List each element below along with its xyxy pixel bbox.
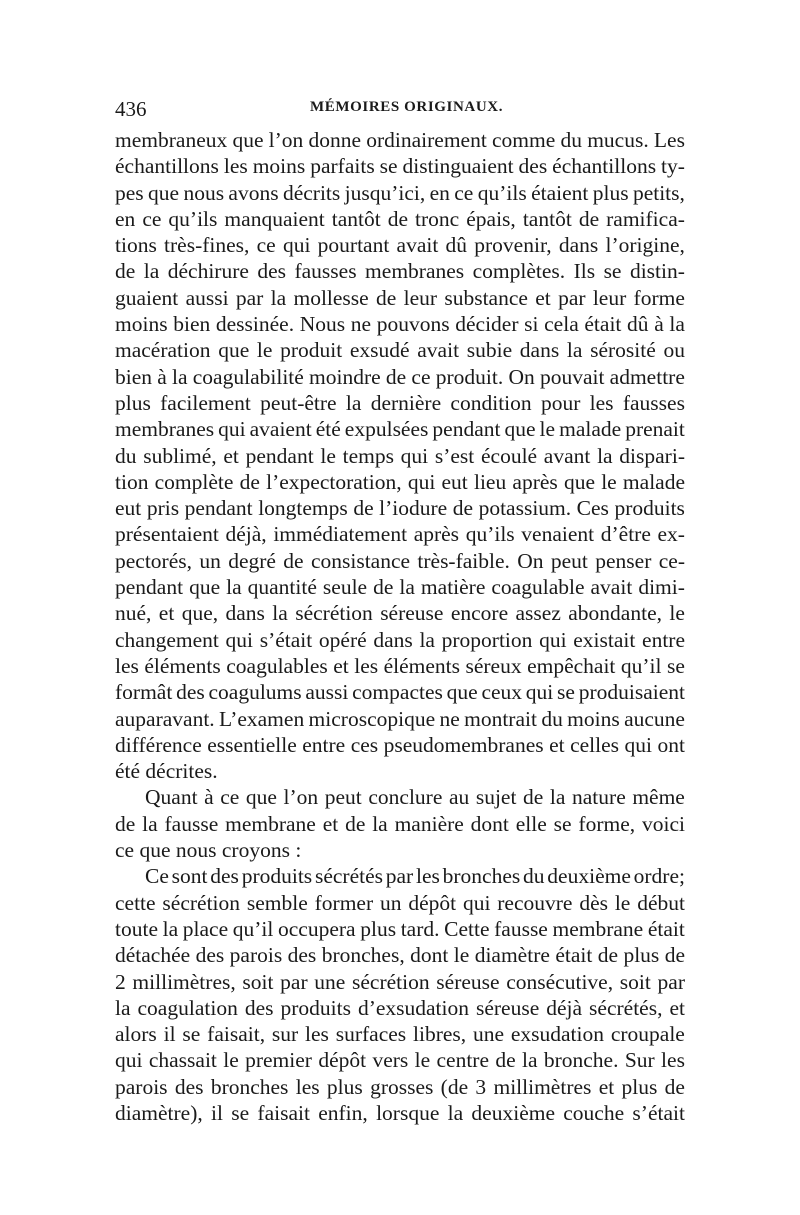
text-line: en ce qu’ils manquaient tantôt de tronc épais, tantôt de ramifica- bbox=[115, 206, 685, 231]
running-title: MÉMOIRES ORIGINAUX. bbox=[310, 99, 504, 115]
text-line: alors il se faisait, sur les surfaces libres, une exsudation croupale bbox=[115, 1022, 685, 1047]
text-line: qui chassait le premier dépôt vers le centre de la bronche. Sur les bbox=[115, 1048, 685, 1073]
text-line: Quant à ce que l’on peut conclure au sujet de la nature même bbox=[145, 785, 685, 810]
text-line: pes que nous avons décrits jusqu’ici, en ce qu’ils étaient plus petits, bbox=[115, 180, 685, 205]
text-line: Ce sont des produits sécrétés par les bronches du deuxième ordre; bbox=[145, 864, 685, 889]
page-header bbox=[115, 95, 685, 127]
paragraph bbox=[115, 784, 685, 863]
text-line: moins bien dessinée. Nous ne pouvons décider si cela était dû à la bbox=[115, 312, 685, 337]
text-line: cette sécrétion semble former un dépôt qui recouvre dès le début bbox=[115, 890, 685, 915]
text-line: auparavant. L’examen microscopique ne montrait du moins aucune bbox=[115, 706, 685, 731]
text-line: tion complète de l’expectoration, qui eut lieu après que le malade bbox=[115, 469, 685, 494]
text-line: pectorés, un degré de consistance très-faible. On peut penser ce- bbox=[115, 548, 685, 573]
page-number: 436 bbox=[115, 97, 147, 121]
text-line: guaient aussi par la mollesse de leur substance et par leur forme bbox=[115, 285, 685, 310]
paragraph bbox=[115, 863, 685, 1126]
text-line: du sublimé, et pendant le temps qui s’est écoulé avant la dispari- bbox=[115, 443, 685, 468]
text-line: macération que le produit exsudé avait subie dans la sérosité ou bbox=[115, 338, 685, 363]
text-line: pendant que la quantité seule de la matière coagulable avait dimi- bbox=[115, 575, 685, 600]
text-line: toute la place qu’il occupera plus tard. Cette fausse membrane était bbox=[115, 916, 685, 941]
text-line: été décrites. bbox=[115, 759, 218, 784]
text-line: détachée des parois des bronches, dont le diamètre était de plus de bbox=[115, 943, 685, 968]
text-line: échantillons les moins parfaits se distinguaient des échantillons ty- bbox=[115, 154, 685, 179]
text-line: présentaient déjà, immédiatement après qu’ils venaient d’être ex- bbox=[115, 522, 685, 547]
text-line: membranes qui avaient été expulsées pendant que le malade prenait bbox=[115, 417, 685, 442]
text-line: la coagulation des produits d’exsudation séreuse déjà sécrétés, et bbox=[115, 995, 685, 1020]
text-line: diamètre), il se faisait enfin, lorsque la deuxième couche s’était bbox=[115, 1100, 685, 1125]
text-line: nué, et que, dans la sécrétion séreuse encore assez abondante, le bbox=[115, 601, 685, 626]
text-line: de la déchirure des fausses membranes complètes. Ils se distin- bbox=[115, 259, 685, 284]
text-line: eut pris pendant longtemps de l’iodure de potassium. Ces produits bbox=[115, 496, 685, 521]
text-line: différence essentielle entre ces pseudomembranes et celles qui ont bbox=[115, 732, 685, 757]
body-text bbox=[115, 127, 685, 1126]
text-line: de la fausse membrane et de la manière dont elle se forme, voici bbox=[115, 811, 685, 836]
book-page bbox=[115, 95, 685, 1126]
paragraph bbox=[115, 127, 685, 784]
text-line: ce que nous croyons : bbox=[115, 838, 302, 863]
text-line: les éléments coagulables et les éléments séreux empêchait qu’il se bbox=[115, 653, 685, 678]
text-line: changement qui s’était opéré dans la proportion qui existait entre bbox=[115, 627, 685, 652]
text-line: plus facilement peut-être la dernière condition pour les fausses bbox=[115, 390, 685, 415]
text-line: bien à la coagulabilité moindre de ce produit. On pouvait admettre bbox=[115, 364, 685, 389]
text-line: formât des coagulums aussi compactes que ceux qui se produisaient bbox=[115, 680, 685, 705]
text-line: tions très-fines, ce qui pourtant avait dû provenir, dans l’origine, bbox=[115, 233, 685, 258]
text-line: 2 millimètres, soit par une sécrétion séreuse consécutive, soit par bbox=[115, 969, 685, 994]
text-line: parois des bronches les plus grosses (de 3 millimètres et plus de bbox=[115, 1074, 685, 1099]
text-line: membraneux que l’on donne ordinairement comme du mucus. Les bbox=[115, 128, 685, 152]
